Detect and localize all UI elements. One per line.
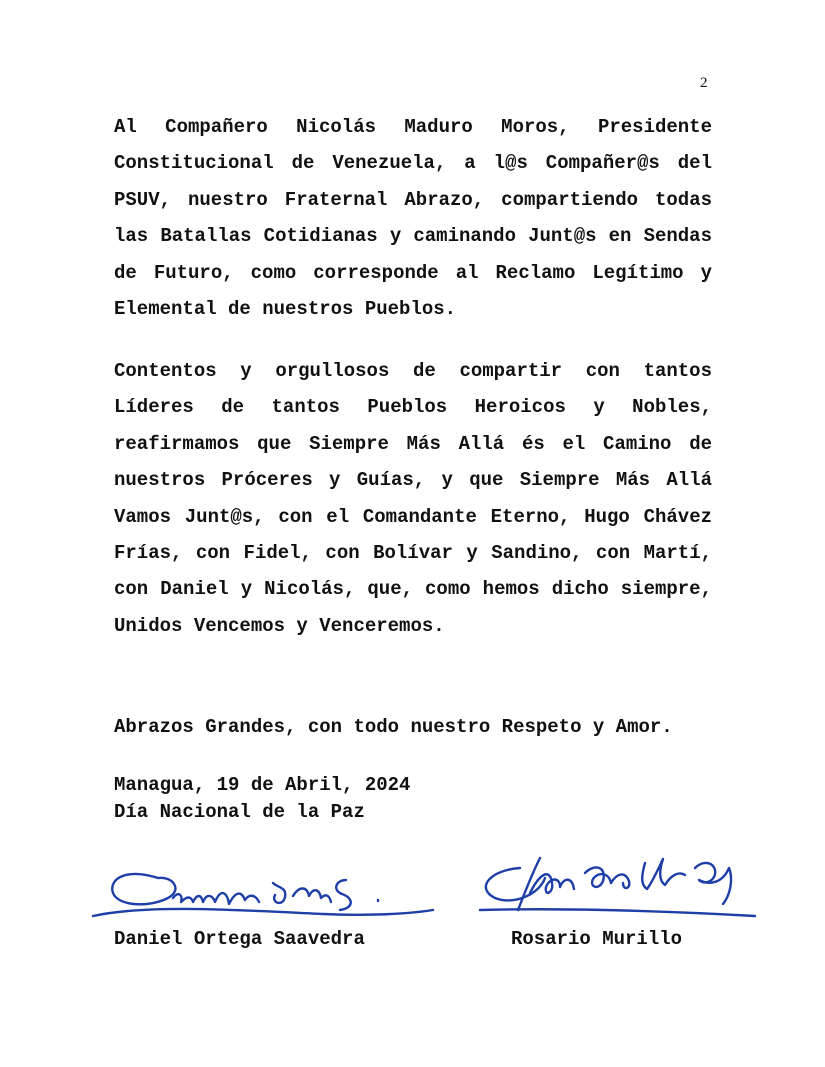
signature-daniel-ortega [88,858,448,928]
paragraph-greeting [114,109,712,327]
paragraph-text: Abrazos Grandes, con todo nuestro Respeto y Amor. [114,716,673,738]
place-date: Managua, 19 de Abril, 2024 [114,774,411,796]
place-date-block [114,772,712,826]
signatory-name-daniel: Daniel Ortega Saavedra [114,928,365,950]
paragraph-text: Al Compañero Nicolás Maduro Moros, Presidente Constitucional de Venezuela, a l@s Compañer@s del PSUV, nuestro Fraternal Abrazo, compartiendo todas las Batallas Cotidianas y caminando Junt@s en Sendas de Futuro, como corresponde al Reclamo Legítimo y Elemental de nuestros Pueblos. [114,116,712,321]
page-number: 2 [700,75,708,91]
paragraph-closing [114,709,712,745]
paragraph-text: Contentos y orgullosos de compartir con tantos Líderes de tantos Pueblos Heroicos y Nobles, reafirmamos que Siempre Más Allá és el Camino de nuestros Próceres y Guías, y que Siempre Más Allá Vamos Junt@s, con el Comandante Eterno, Hugo Chávez Frías, con Fidel, con Bolívar y Sandino, con Martí, con Daniel y Nicolás, que, como hemos dicho siempre, Unidos Vencemos y Venceremos. [114,360,712,637]
paragraph-body [114,353,712,644]
occasion: Día Nacional de la Paz [114,801,365,823]
signatory-name-rosario: Rosario Murillo [511,928,683,950]
